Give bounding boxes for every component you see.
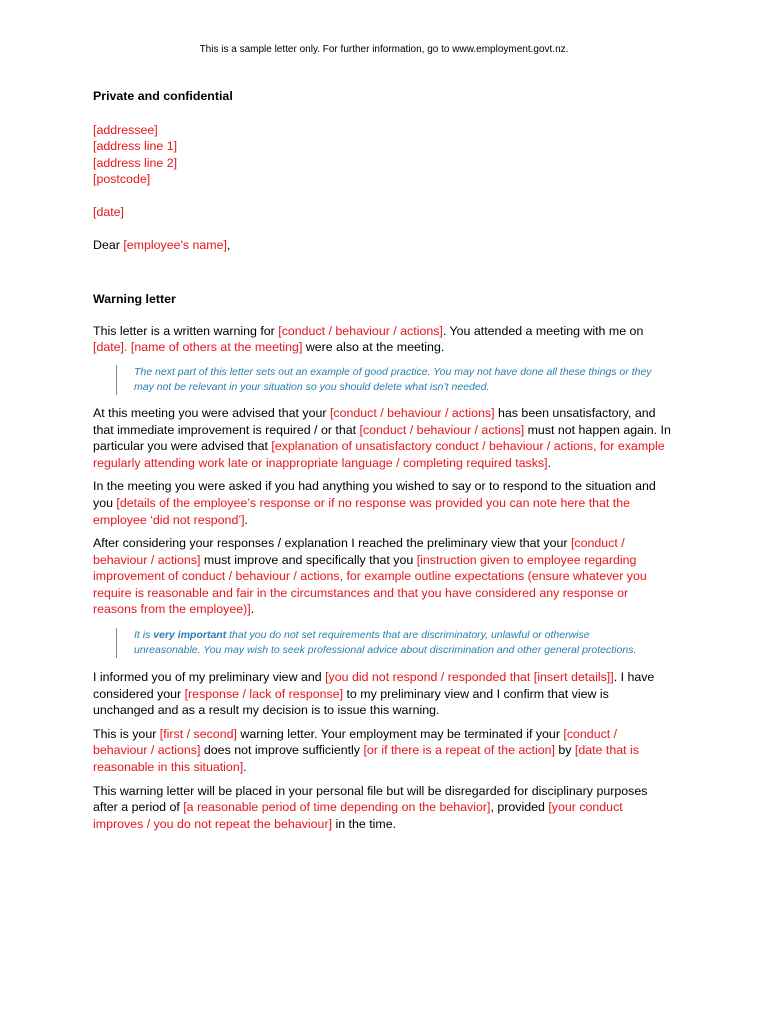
p7-text-a: This warning letter will be placed in your personal file but will be disregarded for disciplinary purposes after a period of — [93, 783, 648, 815]
paragraph-3 — [93, 478, 673, 528]
p3-placeholder-response: [details of the employee’s response or if no response was provided you can note here that the employee ‘did not respond’] — [93, 495, 631, 527]
letter-title: Warning letter — [93, 292, 176, 307]
p5-placeholder-response: [you did not respond / responded that [insert details]] — [325, 670, 614, 685]
p4-placeholder-conduct: [conduct / behaviour / actions] — [93, 536, 625, 567]
paragraph-7 — [93, 783, 673, 833]
p1-text-c: . You attended a meeting with me on — [442, 323, 644, 338]
p2-placeholder-conduct-2: [conduct / behaviour / actions] — [359, 422, 525, 437]
p4-text-c: must improve and specifically that you — [200, 552, 417, 567]
p1-text-a: This letter is a written warning for — [93, 323, 279, 338]
p2-text-g: . — [547, 455, 552, 470]
p3-text-a: In the meeting you were asked if you had anything you wished to say or to respond to the situation and you — [93, 479, 656, 510]
sample-notice-header: This is a sample letter only. For further information, go to www.employment.govt.nz. — [199, 44, 569, 55]
p2-text-a: At this meeting you were advised that your — [93, 405, 330, 420]
salutation — [93, 237, 673, 254]
p4-text-a: After considering your responses / explanation I reached the preliminary view that your — [93, 536, 571, 551]
p1-placeholder-date-others: [date]. [name of others at the meeting] — [93, 340, 303, 355]
letter-date: [date] — [93, 204, 125, 219]
p2-text-c: has been unsatisfactory, and that immediate improvement is required / or that — [93, 405, 656, 437]
guidance-note-1: The next part of this letter sets out an example of good practice. You may not have done all these things or they may not be relevant in your situation so you should delete what isn’t needed. — [116, 365, 654, 395]
p6-placeholder-date: [date that is reasonable in this situation] — [93, 743, 639, 775]
address-line-1: [address line 1] — [93, 139, 178, 154]
p6-placeholder-repeat: [or if there is a repeat of the action] — [363, 743, 555, 758]
p7-text-e: in the time. — [332, 816, 397, 831]
p6-text-g: by — [554, 743, 575, 758]
p2-text-e: must not happen again. In particular you were advised that — [93, 422, 671, 454]
p6-placeholder-first-second: [first / second] — [159, 726, 237, 741]
p7-placeholder-conduct-improves: [your conduct improves / you do not repeat the behaviour] — [93, 800, 623, 831]
p4-placeholder-instruction: [instruction given to employee regarding improvement of conduct / behaviour / actions, for example outline expectations (ensure whatever you require is reasonable and fair in the circumstances and that you have considered any response or reasons from the employee)] — [93, 552, 647, 617]
letter-body — [93, 88, 673, 832]
p1-placeholder-conduct: [conduct / behaviour / actions] — [278, 323, 443, 338]
paragraph-6 — [93, 726, 673, 776]
p6-text-e: does not improve sufficiently — [200, 743, 364, 758]
p6-text-a: This is your — [93, 726, 160, 741]
address-line-2: [address line 2] — [93, 155, 178, 170]
address-block — [93, 122, 673, 188]
p5-text-a: I informed you of my preliminary view and — [93, 670, 326, 685]
p6-text-i: . — [243, 760, 247, 775]
p2-placeholder-conduct: [conduct / behaviour / actions] — [329, 405, 495, 420]
p1-text-e: were also at the meeting. — [302, 340, 445, 355]
p6-text-c: warning letter. Your employment may be terminated if your — [236, 726, 564, 741]
private-confidential-label: Private and confidential — [93, 89, 233, 103]
address-addressee: [addressee] — [93, 122, 158, 137]
p7-placeholder-period: [a reasonable period of time depending on the behavior] — [183, 800, 491, 815]
p4-text-e: . — [250, 602, 255, 617]
p6-placeholder-conduct: [conduct / behaviour / actions] — [93, 726, 618, 758]
paragraph-4 — [93, 535, 673, 618]
p5-text-c: . I have considered your — [93, 670, 655, 701]
salutation-dear: Dear — [93, 237, 124, 252]
guidance-note-2 — [116, 628, 654, 658]
p7-text-c: , provided — [490, 800, 549, 815]
paragraph-2 — [93, 405, 673, 471]
address-postcode: [postcode] — [93, 172, 151, 187]
p2-placeholder-explanation: [explanation of unsatisfactory conduct / behaviour / actions, for example regularly attending work late or inappropriate language / completing required tasks] — [93, 439, 665, 470]
p3-text-c: . — [244, 512, 248, 527]
note2-text-a: It is — [134, 629, 154, 642]
note2-text-c: that you do not set requirements that are discriminatory, unlawful or otherwise unreasonable. You may wish to seek professional advice about discrimination and other general protections. — [134, 629, 637, 657]
p5-placeholder-response-lack: [response / lack of response] — [184, 686, 344, 701]
paragraph-5 — [93, 669, 673, 719]
salutation-name: [employee's name] — [123, 237, 227, 252]
p5-text-e: to my preliminary view and I confirm that view is unchanged and as a result my decision is to issue this warning. — [93, 686, 609, 718]
paragraph-1 — [93, 323, 673, 356]
salutation-comma: , — [226, 237, 231, 252]
note2-emphasis: very important — [153, 629, 227, 642]
